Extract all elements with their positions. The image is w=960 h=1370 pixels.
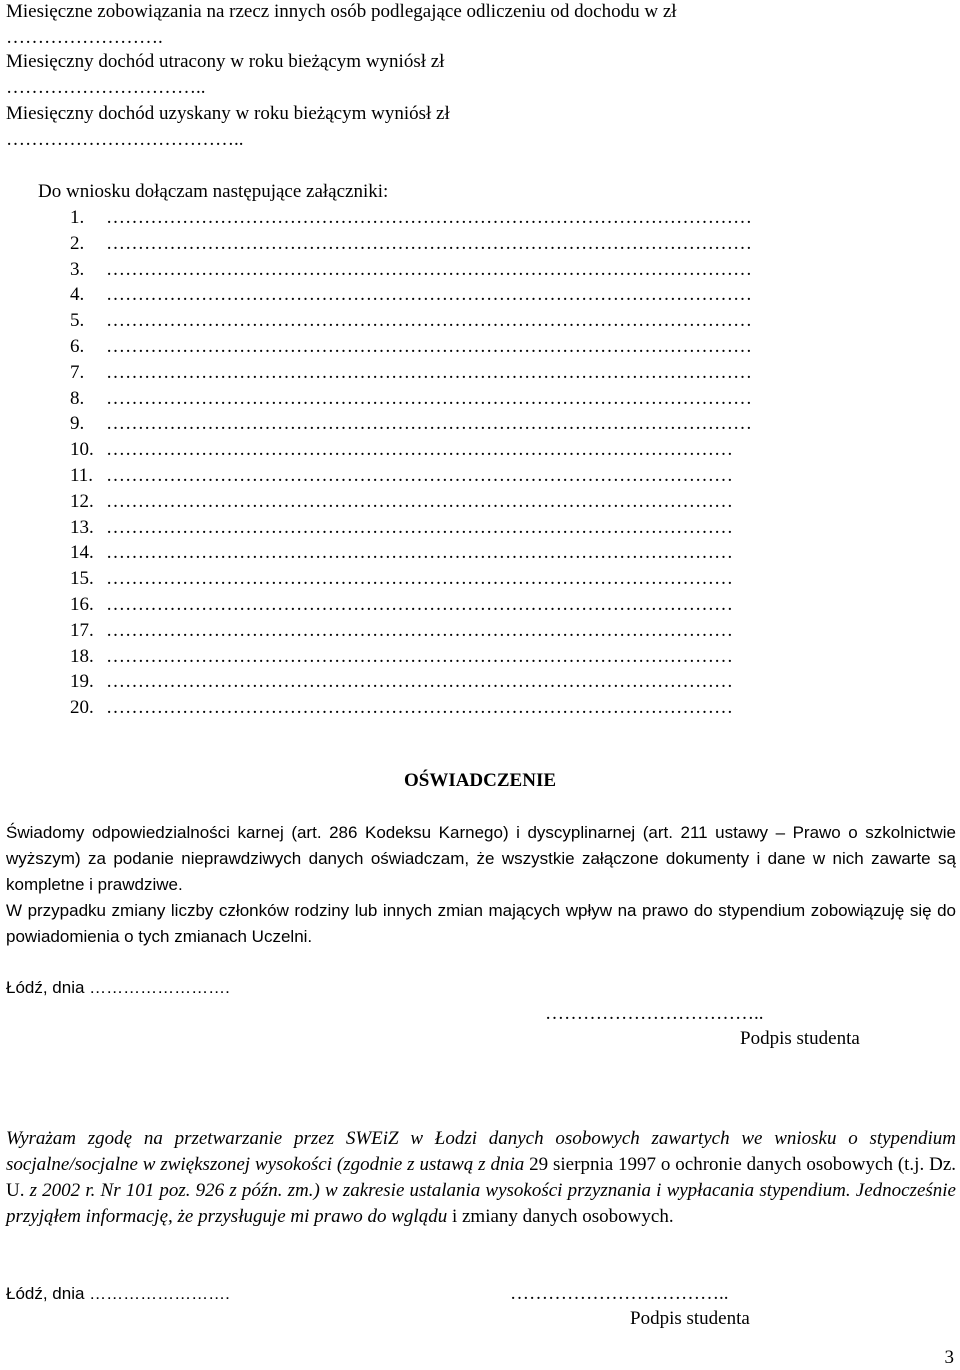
attachment-number: 5. [70, 310, 85, 331]
declaration-signature-label: Podpis studenta [740, 1028, 860, 1049]
consent-text-italic-2: z 2002 r. Nr 101 poz. 926 z późn. zm.) w zakresie ustalania wysokości przyznania i wypłacania stypendium. Jednocześnie przyjąłem informację, że przysługuje mi prawo do wglądu [6, 1180, 956, 1227]
declaration-place-date: Łódź, dnia ……………………. [6, 978, 230, 997]
attachment-item [70, 645, 733, 669]
consent-signature-label: Podpis studenta [630, 1308, 750, 1329]
consent-text-italic-1: Wyrażam zgodę na przetwarzanie przez SWEiZ w Łodzi danych osobowych zawartych we wniosku o stypendium socjalne/socjalne w zwiększonej wysokości (zgodnie z ustawą z dnia [6, 1128, 956, 1175]
declaration-heading: OŚWIADCZENIE [403, 770, 557, 791]
lost-income-value: ………………………….. [6, 77, 206, 98]
attachment-line: ………………………………………………………………………………………… [106, 413, 752, 434]
consent-text-normal-2: i zmiany danych osobowych. [451, 1206, 674, 1227]
consent-text-normal-1: 29 sierpnia 1997 o ochronie danych osobowych (t.j. Dz. U. [6, 1154, 956, 1201]
attachment-line: ……………………………………………………………………………………… [106, 465, 733, 486]
attachment-line: ……………………………………………………………………………………… [106, 491, 733, 512]
attachment-item [70, 412, 752, 436]
attachment-number: 15. [70, 568, 94, 589]
declaration-signature-line: …………………………….. [545, 1003, 764, 1024]
attachment-item [70, 335, 752, 359]
attachment-item [70, 670, 733, 694]
attachment-number: 1. [70, 207, 85, 228]
attachment-item [70, 516, 733, 540]
attachment-item [70, 567, 733, 591]
attachment-line: ………………………………………………………………………………………… [106, 310, 752, 331]
attachment-item [70, 361, 752, 385]
obligations-label: Miesięczne zobowiązania na rzecz innych osób podlegające odliczeniu od dochodu w zł [6, 1, 677, 22]
attachment-number: 19. [70, 671, 94, 692]
attachment-number: 6. [70, 336, 85, 357]
attachment-line: ………………………………………………………………………………………… [106, 207, 752, 228]
attachment-item [70, 696, 733, 720]
obligations-value: ……………………. [6, 27, 163, 48]
attachment-line: ……………………………………………………………………………………… [106, 568, 733, 589]
attachment-number: 10. [70, 439, 94, 460]
attachment-line: ……………………………………………………………………………………… [106, 646, 733, 667]
attachment-number: 9. [70, 413, 85, 434]
attachment-line: ……………………………………………………………………………………… [106, 594, 733, 615]
attachment-item [70, 593, 733, 617]
attachment-line: ………………………………………………………………………………………… [106, 233, 752, 254]
attachment-number: 13. [70, 517, 94, 538]
gained-income-label: Miesięczny dochód uzyskany w roku bieżącym wyniósł zł [6, 103, 450, 124]
attachment-item [70, 206, 752, 230]
attachment-item [70, 619, 733, 643]
attachment-item [70, 387, 752, 411]
attachment-number: 18. [70, 646, 94, 667]
attachments-intro: Do wniosku dołączam następujące załączniki: [38, 181, 389, 202]
attachment-item [70, 438, 733, 462]
page-number: 3 [944, 1347, 954, 1368]
attachment-number: 14. [70, 542, 94, 563]
lost-income-label: Miesięczny dochód utracony w roku bieżącym wyniósł zł [6, 51, 445, 72]
attachment-line: ……………………………………………………………………………………… [106, 542, 733, 563]
attachment-number: 16. [70, 594, 94, 615]
consent-signature-line: …………………………….. [510, 1283, 729, 1304]
attachment-line: ……………………………………………………………………………………… [106, 517, 733, 538]
attachment-line: ………………………………………………………………………………………… [106, 388, 752, 409]
attachment-number: 17. [70, 620, 94, 641]
attachment-line: ………………………………………………………………………………………… [106, 362, 752, 383]
attachment-item [70, 490, 733, 514]
attachment-item [70, 541, 733, 565]
attachment-number: 20. [70, 697, 94, 718]
attachment-item [70, 464, 733, 488]
consent-paragraph [6, 1126, 956, 1230]
attachment-line: ………………………………………………………………………………………… [106, 336, 752, 357]
attachment-line: ………………………………………………………………………………………… [106, 259, 752, 280]
attachment-line: ……………………………………………………………………………………… [106, 439, 733, 460]
attachment-number: 7. [70, 362, 85, 383]
attachment-number: 8. [70, 388, 85, 409]
attachment-item [70, 283, 752, 307]
attachment-line: ………………………………………………………………………………………… [106, 284, 752, 305]
attachment-line: ……………………………………………………………………………………… [106, 620, 733, 641]
attachment-item [70, 258, 752, 282]
consent-place-date: Łódź, dnia ……………………. [6, 1284, 230, 1303]
attachment-number: 4. [70, 284, 85, 305]
attachment-item [70, 232, 752, 256]
gained-income-value: ……………………………….. [6, 129, 244, 150]
attachment-line: ……………………………………………………………………………………… [106, 697, 733, 718]
attachment-item [70, 309, 752, 333]
attachment-number: 11. [70, 465, 94, 486]
declaration-paragraph-2: W przypadku zmiany liczby członków rodziny lub innych zmian mających wpływ na prawo do stypendium zobowiązuję się do powiadomienia o tych zmianach Uczelni. [6, 901, 956, 946]
attachment-line: ……………………………………………………………………………………… [106, 671, 733, 692]
declaration-paragraph-1: Świadomy odpowiedzialności karnej (art. 286 Kodeksu Karnego) i dyscyplinarnej (art. 211 ustawy – Prawo o szkolnictwie wyższym) za podanie nieprawdziwych danych oświadczam, że wszystkie załączone dokumenty i dane w nich zawarte są kompletne i prawdziwe. [6, 823, 956, 894]
attachment-number: 12. [70, 491, 94, 512]
attachment-number: 3. [70, 259, 85, 280]
attachment-number: 2. [70, 233, 85, 254]
